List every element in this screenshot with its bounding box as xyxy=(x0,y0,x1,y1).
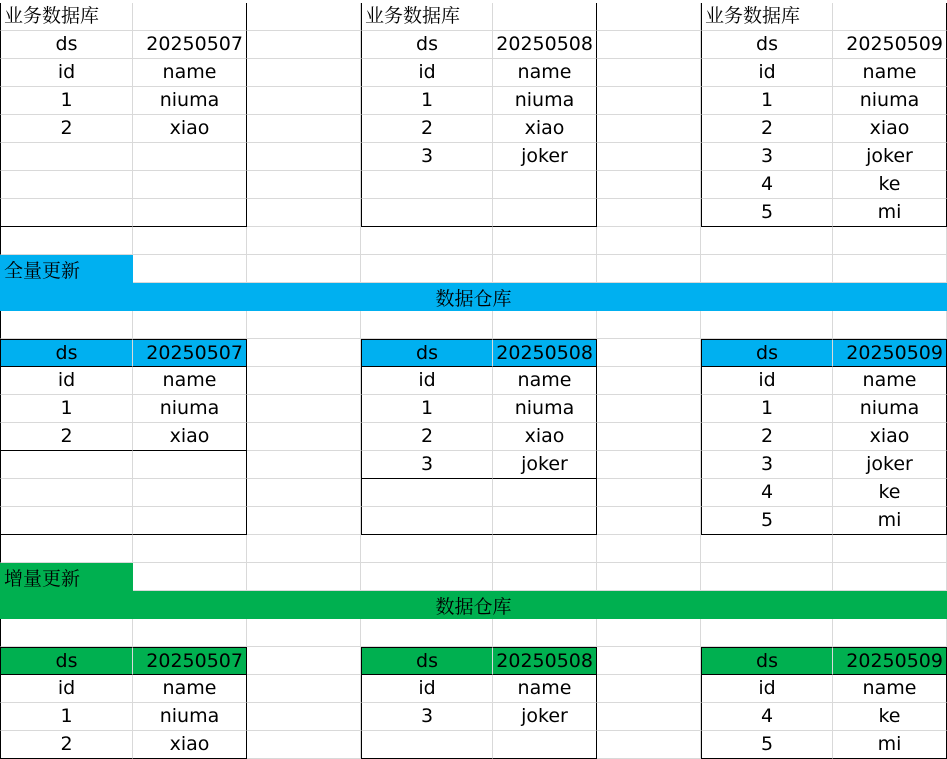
grid-cell[interactable] xyxy=(833,3,947,31)
table-row-name[interactable]: niuma xyxy=(493,395,597,423)
table-row-id[interactable]: 3 xyxy=(701,451,833,479)
grid-cell[interactable] xyxy=(133,451,247,479)
grid-cell[interactable] xyxy=(597,479,701,507)
grid-cell[interactable] xyxy=(0,479,133,507)
grid-cell[interactable] xyxy=(247,563,361,591)
grid-cell[interactable] xyxy=(247,647,361,675)
table-row-name[interactable]: niuma xyxy=(133,395,247,423)
ds-label[interactable]: ds xyxy=(0,339,133,367)
grid-cell[interactable] xyxy=(597,703,701,731)
table-row-id[interactable]: 5 xyxy=(701,199,833,227)
table-row-name[interactable]: niuma xyxy=(493,87,597,115)
table-row-name[interactable]: niuma xyxy=(833,395,947,423)
grid-cell[interactable] xyxy=(133,255,247,283)
column-header-name[interactable]: name xyxy=(493,59,597,87)
ds-label[interactable]: ds xyxy=(361,31,493,59)
ds-label[interactable]: ds xyxy=(0,31,133,59)
grid-cell[interactable] xyxy=(133,563,247,591)
grid-cell[interactable] xyxy=(247,507,361,535)
grid-cell[interactable] xyxy=(701,619,833,647)
table-row-id[interactable]: 1 xyxy=(361,395,493,423)
grid-cell[interactable] xyxy=(833,535,947,563)
table-row-name[interactable]: joker xyxy=(493,143,597,171)
grid-cell[interactable] xyxy=(597,31,701,59)
ds-value[interactable]: 20250507 xyxy=(133,339,247,367)
ds-value[interactable]: 20250508 xyxy=(493,647,597,675)
table-row-id[interactable]: 4 xyxy=(701,479,833,507)
grid-cell[interactable] xyxy=(493,619,597,647)
grid-cell[interactable] xyxy=(597,731,701,759)
grid-cell[interactable] xyxy=(597,339,701,367)
table-row-name[interactable]: ke xyxy=(833,171,947,199)
column-header-id[interactable]: id xyxy=(0,675,133,703)
grid-cell[interactable] xyxy=(597,423,701,451)
ds-label[interactable]: ds xyxy=(361,647,493,675)
table-row-name[interactable]: niuma xyxy=(833,87,947,115)
table-row-name[interactable]: xiao xyxy=(133,731,247,759)
column-header-name[interactable]: name xyxy=(133,59,247,87)
grid-cell[interactable] xyxy=(247,227,361,255)
grid-cell[interactable] xyxy=(597,675,701,703)
grid-cell[interactable] xyxy=(597,59,701,87)
column-header-id[interactable]: id xyxy=(701,59,833,87)
column-header-id[interactable]: id xyxy=(0,59,133,87)
grid-cell[interactable] xyxy=(133,619,247,647)
grid-cell[interactable] xyxy=(247,479,361,507)
table-row-id[interactable]: 2 xyxy=(361,423,493,451)
grid-cell[interactable] xyxy=(247,31,361,59)
grid-cell[interactable] xyxy=(597,143,701,171)
grid-cell[interactable] xyxy=(247,3,361,31)
table-row-id[interactable]: 2 xyxy=(0,423,133,451)
table-row-name[interactable]: joker xyxy=(493,703,597,731)
grid-cell[interactable] xyxy=(361,507,493,535)
grid-cell[interactable] xyxy=(247,535,361,563)
grid-cell[interactable] xyxy=(0,535,133,563)
table-row-id[interactable]: 5 xyxy=(701,507,833,535)
column-header-name[interactable]: name xyxy=(493,675,597,703)
table-row-id[interactable]: 2 xyxy=(0,115,133,143)
table-row-name[interactable]: ke xyxy=(833,703,947,731)
table-row-name[interactable]: mi xyxy=(833,199,947,227)
table-row-name[interactable]: mi xyxy=(833,731,947,759)
column-header-name[interactable]: name xyxy=(133,367,247,395)
grid-cell[interactable] xyxy=(833,227,947,255)
grid-cell[interactable] xyxy=(597,507,701,535)
grid-cell[interactable] xyxy=(0,199,133,227)
table-row-id[interactable]: 2 xyxy=(701,423,833,451)
grid-cell[interactable] xyxy=(0,619,133,647)
table-row-id[interactable]: 3 xyxy=(361,143,493,171)
table-row-name[interactable]: ke xyxy=(833,479,947,507)
grid-cell[interactable] xyxy=(493,199,597,227)
table-row-id[interactable]: 4 xyxy=(701,703,833,731)
column-header-id[interactable]: id xyxy=(361,675,493,703)
column-header-id[interactable]: id xyxy=(361,367,493,395)
grid-cell[interactable] xyxy=(361,171,493,199)
ds-label[interactable]: ds xyxy=(0,647,133,675)
table-row-name[interactable]: xiao xyxy=(833,423,947,451)
grid-cell[interactable] xyxy=(597,563,701,591)
grid-cell[interactable] xyxy=(247,59,361,87)
grid-cell[interactable] xyxy=(361,619,493,647)
column-header-name[interactable]: name xyxy=(133,675,247,703)
full-update-label: 全量更新 xyxy=(0,255,133,283)
grid-cell[interactable] xyxy=(247,423,361,451)
grid-cell[interactable] xyxy=(133,143,247,171)
grid-cell[interactable] xyxy=(597,311,701,339)
ds-value[interactable]: 20250509 xyxy=(833,31,947,59)
grid-cell[interactable] xyxy=(247,311,361,339)
grid-cell[interactable] xyxy=(493,255,597,283)
grid-cell[interactable] xyxy=(247,395,361,423)
grid-cell[interactable] xyxy=(701,535,833,563)
grid-cell[interactable] xyxy=(0,143,133,171)
table-row-name[interactable]: xiao xyxy=(133,115,247,143)
table-row-name[interactable]: niuma xyxy=(133,87,247,115)
table-title[interactable]: 业务数据库 xyxy=(361,3,493,31)
column-header-id[interactable]: id xyxy=(701,367,833,395)
grid-cell[interactable] xyxy=(247,367,361,395)
grid-cell[interactable] xyxy=(701,311,833,339)
table-row-id[interactable]: 1 xyxy=(701,395,833,423)
grid-cell[interactable] xyxy=(493,563,597,591)
table-row-id[interactable]: 3 xyxy=(361,451,493,479)
column-header-name[interactable]: name xyxy=(493,367,597,395)
grid-cell[interactable] xyxy=(361,535,493,563)
grid-cell[interactable] xyxy=(247,703,361,731)
grid-cell[interactable] xyxy=(493,227,597,255)
grid-cell[interactable] xyxy=(133,171,247,199)
grid-cell[interactable] xyxy=(361,731,493,759)
column-header-name[interactable]: name xyxy=(833,367,947,395)
grid-cell[interactable] xyxy=(247,143,361,171)
ds-label[interactable]: ds xyxy=(701,339,833,367)
table-row-name[interactable]: xiao xyxy=(133,423,247,451)
table-title[interactable]: 业务数据库 xyxy=(701,3,833,31)
table-row-id[interactable]: 2 xyxy=(701,115,833,143)
grid-cell[interactable] xyxy=(701,563,833,591)
table-row-id[interactable]: 1 xyxy=(0,87,133,115)
grid-cell[interactable] xyxy=(247,171,361,199)
table-row-name[interactable]: xiao xyxy=(833,115,947,143)
table-row-id[interactable]: 1 xyxy=(0,703,133,731)
grid-cell[interactable] xyxy=(597,227,701,255)
grid-cell[interactable] xyxy=(597,255,701,283)
ds-label[interactable]: ds xyxy=(361,339,493,367)
grid-cell[interactable] xyxy=(361,311,493,339)
grid-cell[interactable] xyxy=(133,311,247,339)
grid-cell[interactable] xyxy=(597,367,701,395)
grid-cell[interactable] xyxy=(493,535,597,563)
grid-cell[interactable] xyxy=(833,255,947,283)
ds-label[interactable]: ds xyxy=(701,31,833,59)
grid-cell[interactable] xyxy=(701,255,833,283)
grid-cell[interactable] xyxy=(493,731,597,759)
table-row-id[interactable]: 5 xyxy=(701,731,833,759)
column-header-name[interactable]: name xyxy=(833,675,947,703)
grid-cell[interactable] xyxy=(361,227,493,255)
grid-cell[interactable] xyxy=(361,563,493,591)
grid-cell[interactable] xyxy=(247,339,361,367)
data-warehouse-banner: 数据仓库 xyxy=(0,283,947,311)
grid-cell[interactable] xyxy=(701,227,833,255)
table-row-id[interactable]: 1 xyxy=(0,395,133,423)
grid-cell[interactable] xyxy=(247,619,361,647)
grid-cell[interactable] xyxy=(597,451,701,479)
table-row-id[interactable]: 4 xyxy=(701,171,833,199)
incremental-update-label: 增量更新 xyxy=(0,563,133,591)
grid-cell[interactable] xyxy=(0,227,133,255)
table-row-id[interactable]: 1 xyxy=(361,87,493,115)
grid-cell[interactable] xyxy=(0,171,133,199)
grid-cell[interactable] xyxy=(0,507,133,535)
column-header-name[interactable]: name xyxy=(833,59,947,87)
grid-cell[interactable] xyxy=(247,675,361,703)
grid-cell[interactable] xyxy=(247,87,361,115)
grid-cell[interactable] xyxy=(247,451,361,479)
grid-cell[interactable] xyxy=(133,3,247,31)
grid-cell[interactable] xyxy=(133,199,247,227)
grid-cell[interactable] xyxy=(0,311,133,339)
grid-cell[interactable] xyxy=(247,731,361,759)
table-row-id[interactable]: 2 xyxy=(361,115,493,143)
table-row-name[interactable]: niuma xyxy=(133,703,247,731)
grid-cell[interactable] xyxy=(597,647,701,675)
ds-value[interactable]: 20250509 xyxy=(833,647,947,675)
grid-cell[interactable] xyxy=(597,535,701,563)
grid-cell[interactable] xyxy=(133,227,247,255)
grid-cell[interactable] xyxy=(597,115,701,143)
table-row-name[interactable]: xiao xyxy=(493,423,597,451)
table-row-id[interactable]: 2 xyxy=(0,731,133,759)
grid-cell[interactable] xyxy=(597,3,701,31)
table-row-name[interactable]: joker xyxy=(833,451,947,479)
grid-cell[interactable] xyxy=(133,535,247,563)
ds-value[interactable]: 20250507 xyxy=(133,31,247,59)
grid-cell[interactable] xyxy=(361,255,493,283)
table-row-id[interactable]: 3 xyxy=(361,703,493,731)
ds-label[interactable]: ds xyxy=(701,647,833,675)
grid-cell[interactable] xyxy=(833,563,947,591)
table-row-id[interactable]: 3 xyxy=(701,143,833,171)
grid-cell[interactable] xyxy=(597,171,701,199)
table-title[interactable]: 业务数据库 xyxy=(0,3,133,31)
column-header-id[interactable]: id xyxy=(0,367,133,395)
ds-value[interactable]: 20250509 xyxy=(833,339,947,367)
table-row-name[interactable]: joker xyxy=(493,451,597,479)
grid-cell[interactable] xyxy=(833,311,947,339)
table-row-name[interactable]: mi xyxy=(833,507,947,535)
grid-cell[interactable] xyxy=(493,479,597,507)
table-row-name[interactable]: xiao xyxy=(493,115,597,143)
grid-cell[interactable] xyxy=(0,451,133,479)
grid-cell[interactable] xyxy=(247,199,361,227)
grid-cell[interactable] xyxy=(493,171,597,199)
column-header-id[interactable]: id xyxy=(701,675,833,703)
data-warehouse-banner: 数据仓库 xyxy=(0,591,947,619)
grid-cell[interactable] xyxy=(597,199,701,227)
grid-cell[interactable] xyxy=(361,199,493,227)
grid-cell[interactable] xyxy=(133,507,247,535)
table-row-id[interactable]: 1 xyxy=(701,87,833,115)
grid-cell[interactable] xyxy=(833,619,947,647)
grid-cell[interactable] xyxy=(133,479,247,507)
ds-value[interactable]: 20250508 xyxy=(493,339,597,367)
grid-cell[interactable] xyxy=(597,87,701,115)
ds-value[interactable]: 20250508 xyxy=(493,31,597,59)
grid-cell[interactable] xyxy=(493,311,597,339)
ds-value[interactable]: 20250507 xyxy=(133,647,247,675)
grid-cell[interactable] xyxy=(597,619,701,647)
grid-cell[interactable] xyxy=(361,479,493,507)
column-header-id[interactable]: id xyxy=(361,59,493,87)
grid-cell[interactable] xyxy=(247,115,361,143)
grid-cell[interactable] xyxy=(597,395,701,423)
grid-cell[interactable] xyxy=(247,255,361,283)
grid-cell[interactable] xyxy=(493,507,597,535)
table-row-name[interactable]: joker xyxy=(833,143,947,171)
grid-cell[interactable] xyxy=(493,3,597,31)
